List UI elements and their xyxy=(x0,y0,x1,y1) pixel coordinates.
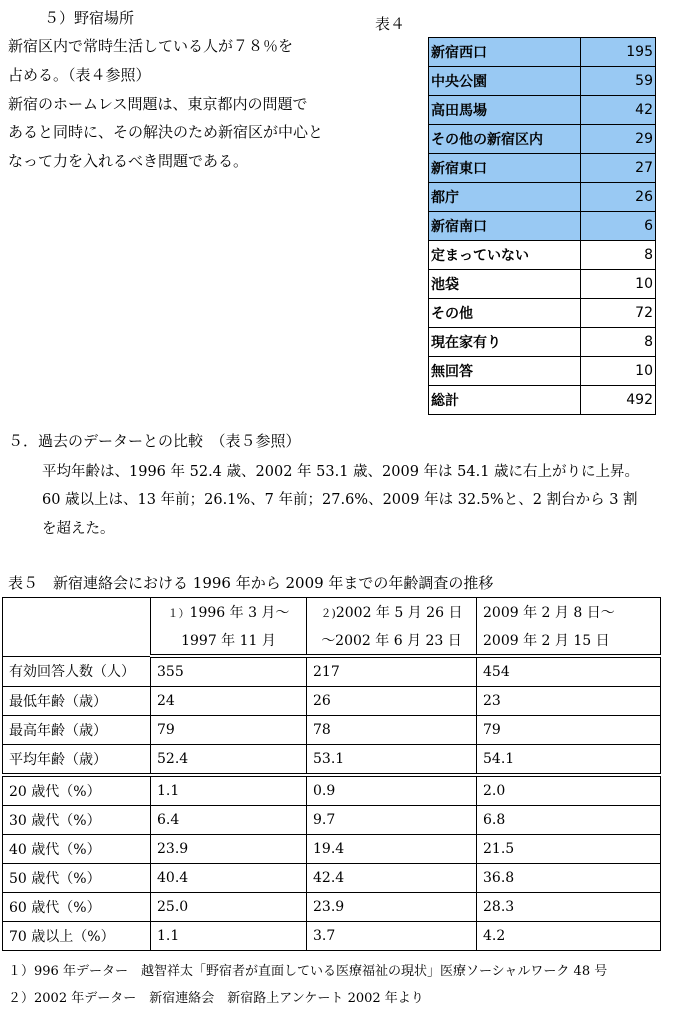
location-count: 42 xyxy=(581,96,656,125)
footnote-marker: ２) xyxy=(320,607,336,620)
footnote: ２）2002 年データー 新宿連絡会 新宿路上アンケート 2002 年より xyxy=(8,991,424,1006)
row-value: 23.9 xyxy=(307,893,477,922)
table5-row xyxy=(3,835,661,864)
location-count: 29 xyxy=(581,125,656,154)
row-label: 70 歳以上（%） xyxy=(3,922,151,951)
table4-row xyxy=(429,96,656,125)
row-value: 21.5 xyxy=(477,835,661,864)
location-count: 195 xyxy=(581,38,656,67)
table5-row xyxy=(3,806,661,835)
table5-row xyxy=(3,656,661,687)
paragraph-line: 平均年齢は、1996 年 52.4 歳、2002 年 53.1 歳、2009 年は 54.1 歳に右上がりに上昇。 xyxy=(42,464,640,480)
location-count: 10 xyxy=(581,270,656,299)
table5-row xyxy=(3,864,661,893)
table4-row xyxy=(429,183,656,212)
row-value: 355 xyxy=(151,656,307,687)
period-start: 1996 年 3 月～ xyxy=(189,605,290,621)
row-value: 25.0 xyxy=(151,893,307,922)
location-count: 492 xyxy=(581,386,656,415)
location-name: 池袋 xyxy=(429,270,581,299)
row-value: 6.8 xyxy=(477,806,661,835)
table4-row xyxy=(429,125,656,154)
row-value: 54.1 xyxy=(477,745,661,776)
row-value: 53.1 xyxy=(307,745,477,776)
paragraph-line: を超えた。 xyxy=(42,521,115,537)
row-value: 79 xyxy=(477,716,661,745)
table5-row xyxy=(3,893,661,922)
location-count: 27 xyxy=(581,154,656,183)
row-value: 52.4 xyxy=(151,745,307,776)
footnote-marker: １） xyxy=(167,607,190,620)
location-count: 8 xyxy=(581,241,656,270)
location-count: 59 xyxy=(581,67,656,96)
row-value: 79 xyxy=(151,716,307,745)
table5-row xyxy=(3,716,661,745)
paragraph-line: あると同時に、その解決のため新宿区が中心と xyxy=(8,123,324,141)
row-value: 3.7 xyxy=(307,922,477,951)
location-name: 新宿東口 xyxy=(429,154,581,183)
location-name: 現在家有り xyxy=(429,328,581,357)
footnote: １）996 年データー 越智祥太「野宿者が直面している医療福祉の現状」医療ソーシャルワーク 48 号 xyxy=(8,964,608,979)
row-value: 40.4 xyxy=(151,864,307,893)
location-name: 中央公園 xyxy=(429,67,581,96)
row-value: 36.8 xyxy=(477,864,661,893)
table5 xyxy=(2,597,661,951)
period-end: ～2002 年 6 月 23 日 xyxy=(307,626,477,656)
row-label: 平均年齢（歳） xyxy=(3,745,151,776)
table5-row xyxy=(3,922,661,951)
row-value: 28.3 xyxy=(477,893,661,922)
paragraph-line: 新宿のホームレス問題は、東京都内の問題で xyxy=(8,95,308,113)
paragraph-line: 60 歳以上は、13 年前；26.1%、7 年前；27.6%、2009 年は 32.5%と、2 割台から 3 割 xyxy=(42,492,638,508)
table5-row xyxy=(3,687,661,716)
period-end: 1997 年 11 月 xyxy=(151,626,307,656)
row-value: 78 xyxy=(307,716,477,745)
paragraph-line: なって力を入れるべき問題である。 xyxy=(8,152,249,170)
period-header xyxy=(477,598,661,627)
table5-corner xyxy=(3,598,151,657)
row-label: 最高年齢（歳） xyxy=(3,716,151,745)
table4-row xyxy=(429,67,656,96)
table4-row xyxy=(429,154,656,183)
location-name: 新宿南口 xyxy=(429,212,581,241)
table4-row xyxy=(429,38,656,67)
location-count: 8 xyxy=(581,328,656,357)
period-end: 2009 年 2 月 15 日 xyxy=(477,626,661,656)
row-value: 454 xyxy=(477,656,661,687)
paragraph-line: 占める。（表４参照） xyxy=(8,66,151,84)
location-name: 新宿西口 xyxy=(429,38,581,67)
row-value: 23 xyxy=(477,687,661,716)
row-value: 0.9 xyxy=(307,775,477,806)
location-count: 10 xyxy=(581,357,656,386)
row-value: 42.4 xyxy=(307,864,477,893)
row-value: 6.4 xyxy=(151,806,307,835)
period-header xyxy=(151,598,307,627)
table4-row xyxy=(429,212,656,241)
location-name: 都庁 xyxy=(429,183,581,212)
location-name: 総計 xyxy=(429,386,581,415)
paragraph-line: 新宿区内で常時生活している人が７８％を xyxy=(8,37,294,55)
row-label: 30 歳代（%） xyxy=(3,806,151,835)
table4-row xyxy=(429,386,656,415)
location-count: 6 xyxy=(581,212,656,241)
row-label: 20 歳代（%） xyxy=(3,775,151,806)
period-start: 2002 年 5 月 26 日 xyxy=(335,605,463,621)
table4-row xyxy=(429,299,656,328)
row-value: 4.2 xyxy=(477,922,661,951)
location-name: 定まっていない xyxy=(429,241,581,270)
row-label: 最低年齢（歳） xyxy=(3,687,151,716)
table4-row xyxy=(429,328,656,357)
table5-row xyxy=(3,745,661,776)
location-count: 26 xyxy=(581,183,656,212)
location-count: 72 xyxy=(581,299,656,328)
row-value: 26 xyxy=(307,687,477,716)
location-name: 無回答 xyxy=(429,357,581,386)
table5-caption: 表５ 新宿連絡会における 1996 年から 2009 年までの年齢調査の推移 xyxy=(8,574,494,592)
row-label: 40 歳代（%） xyxy=(3,835,151,864)
row-value: 19.4 xyxy=(307,835,477,864)
location-name: その他の新宿区内 xyxy=(429,125,581,154)
location-name: その他 xyxy=(429,299,581,328)
row-value: 2.0 xyxy=(477,775,661,806)
row-label: 60 歳代（%） xyxy=(3,893,151,922)
period-header xyxy=(307,598,477,627)
table4-row xyxy=(429,357,656,386)
row-label: 有効回答人数（人） xyxy=(3,656,151,687)
row-value: 24 xyxy=(151,687,307,716)
location-name: 高田馬場 xyxy=(429,96,581,125)
section-heading: ５）野宿場所 xyxy=(44,9,135,27)
row-value: 1.1 xyxy=(151,775,307,806)
row-label: 50 歳代（%） xyxy=(3,864,151,893)
table5-row xyxy=(3,775,661,806)
table4-caption: 表４ xyxy=(375,15,406,33)
table4 xyxy=(428,37,656,415)
comparison-heading: ５．過去のデーターとの比較 （表５参照） xyxy=(8,432,301,450)
row-value: 217 xyxy=(307,656,477,687)
row-value: 1.1 xyxy=(151,922,307,951)
table4-row xyxy=(429,270,656,299)
row-value: 23.9 xyxy=(151,835,307,864)
row-value: 9.7 xyxy=(307,806,477,835)
period-start: 2009 年 2 月 8 日～ xyxy=(483,605,615,621)
table4-row xyxy=(429,241,656,270)
table5-header-row xyxy=(3,598,661,627)
